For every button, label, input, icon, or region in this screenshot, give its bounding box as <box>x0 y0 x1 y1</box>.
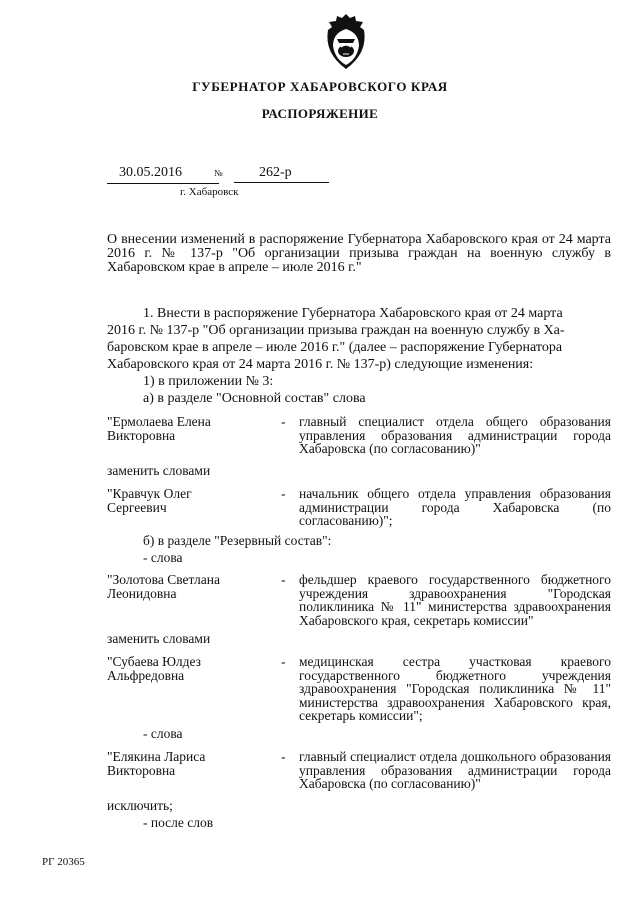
person-position: начальник общего отдела управления образования администрации города Хабаровска (по согласованию)"; <box>299 486 611 528</box>
person-name: "Золотова Светлана Леонидовна <box>107 572 220 601</box>
item-1: 1) в приложении № 3: <box>143 374 274 389</box>
replace-with-text: заменить словами <box>107 631 211 646</box>
khabarovsk-coat-of-arms-icon <box>323 13 369 71</box>
person-position: фельдшер краевого государственного бюджетного учреждения здравоохранения "Городская поликлиника № 11" министерства здравоохранения Хабаровского края, секретарь комиссии" <box>299 572 611 628</box>
p1-line-3: баровском крае в апреле – июле 2016 г." (далее – распоряжение Губернатора <box>107 340 563 355</box>
exclude-text: исключить; <box>107 798 173 813</box>
document-number: 262-р <box>234 163 329 183</box>
city: г. Хабаровск <box>180 186 239 198</box>
dash: - <box>281 414 286 429</box>
number-sign: № <box>214 168 223 178</box>
person-position: главный специалист отдела дошкольного образования управления образования администрации города Хабаровска (по согласованию)" <box>299 749 611 791</box>
after-words-text: - после слов <box>143 815 214 830</box>
person-name: "Ермолаева Елена Викторовна <box>107 414 211 443</box>
item-b: б) в разделе "Резервный состав": <box>143 533 332 548</box>
dash: - <box>281 486 286 501</box>
dash: - <box>281 654 286 669</box>
dash: - <box>281 572 286 587</box>
dash-words: - слова <box>143 550 183 565</box>
dash: - <box>281 749 286 764</box>
item-a: а) в разделе "Основной состав" слова <box>143 391 366 406</box>
document-subject: О внесении изменений в распоряжение Губернатора Хабаровского края от 24 марта 2016 г. № 137-р "Об организации призыва граждан на военную службу в Хабаровском крае в апреле – июле 2016 г." <box>107 232 611 275</box>
p1-line-1: 1. Внести в распоряжение Губернатора Хабаровского края от 24 марта <box>143 306 563 321</box>
replace-with-text: заменить словами <box>107 463 211 478</box>
p1-line-4: Хабаровского края от 24 марта 2016 г. № 137-р) следующие изменения: <box>107 357 534 372</box>
footer-code: РГ 20365 <box>42 856 85 868</box>
person-name: "Субаева Юлдез Альфредовна <box>107 654 201 683</box>
governor-title: ГУБЕРНАТОР ХАБАРОВСКОГО КРАЯ <box>192 79 448 94</box>
person-position: главный специалист отдела общего образования управления образования администрации города Хабаровска (по согласованию)" <box>299 414 611 456</box>
person-name: "Кравчук Олег Сергеевич <box>107 486 192 515</box>
dash-words: - слова <box>143 726 183 741</box>
document-type: РАСПОРЯЖЕНИЕ <box>261 106 379 121</box>
person-name: "Елякина Лариса Викторовна <box>107 749 206 778</box>
person-position: медицинская сестра участковая краевого государственного бюджетного учреждения здравоохранения "Городская поликлиника № 11" министерства здравоохранения Хабаровского края, секретарь комиссии"; <box>299 654 611 723</box>
document-date: 30.05.2016 <box>107 163 219 184</box>
p1-line-2: 2016 г. № 137-р "Об организации призыва граждан на военную службу в Ха- <box>107 323 565 338</box>
